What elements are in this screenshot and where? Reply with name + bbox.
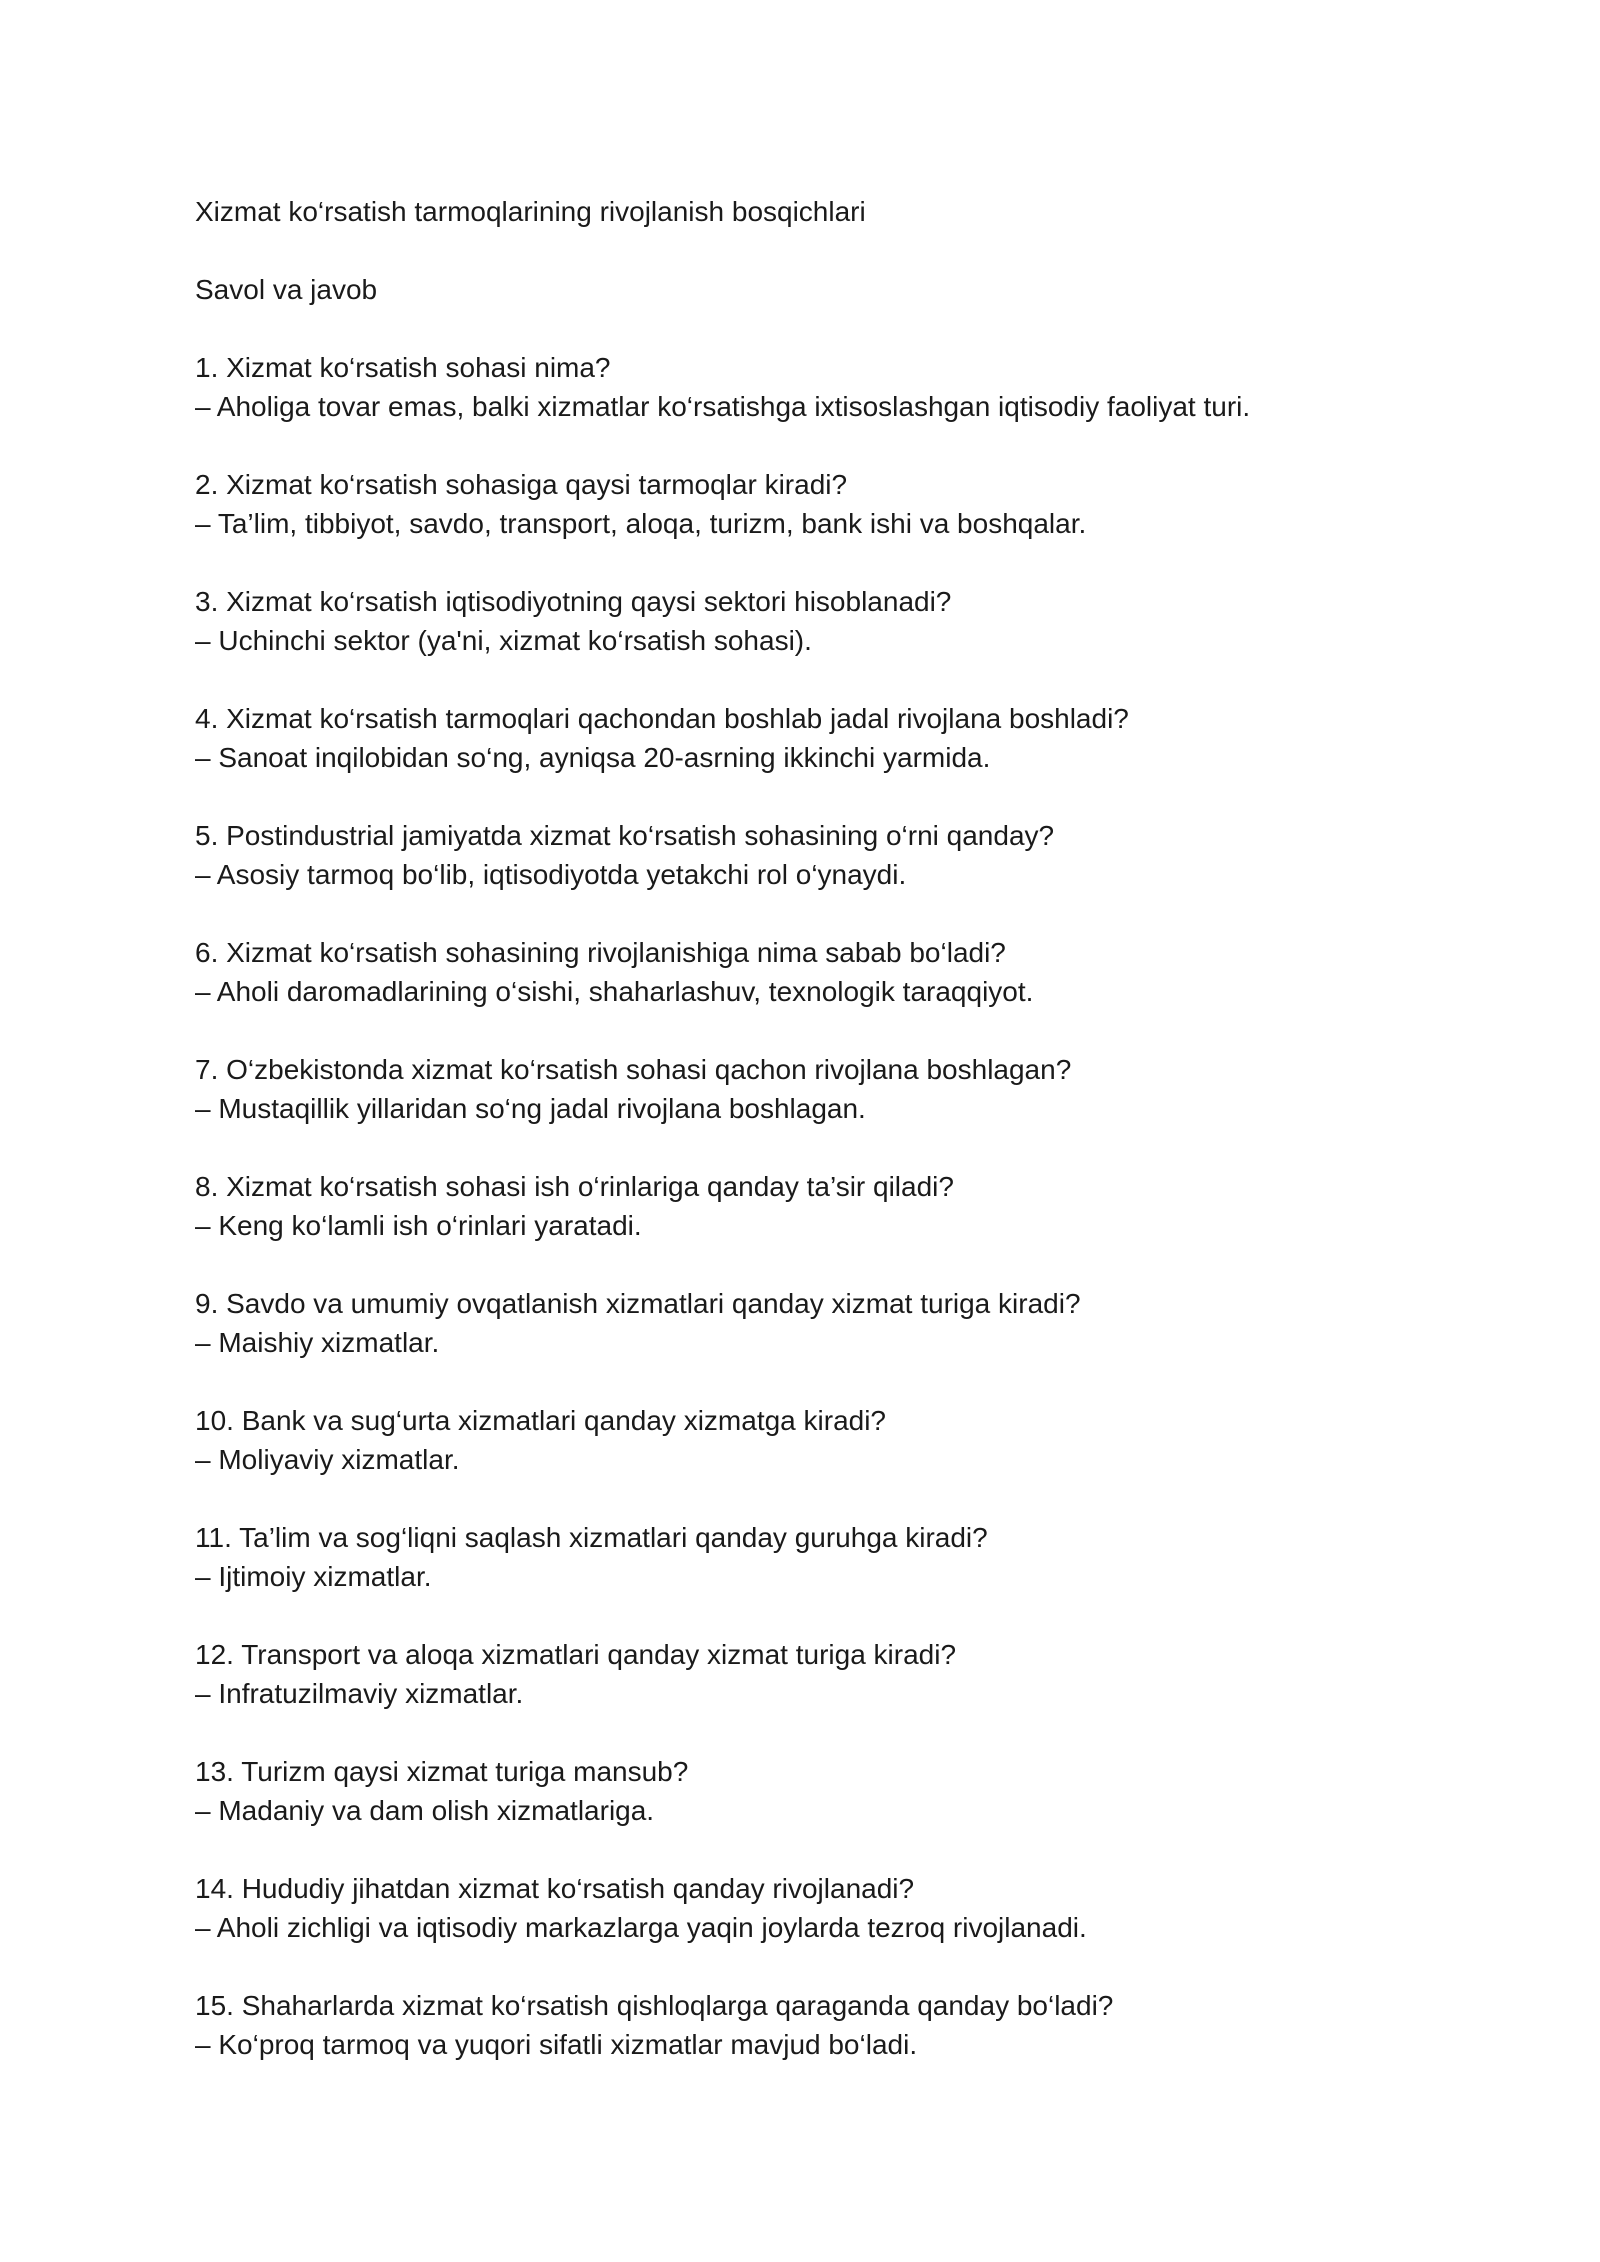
question-text: 12. Transport va aloqa xizmatlari qanday xizmat turiga kiradi? (195, 1639, 957, 1670)
qa-item (195, 1050, 1455, 1128)
qa-item (195, 1752, 1455, 1830)
question-text: 8. Xizmat ko‘rsatish sohasi ish o‘rinlariga qanday ta’sir qiladi? (195, 1171, 954, 1202)
question-text: 4. Xizmat ko‘rsatish tarmoqlari qachondan boshlab jadal rivojlana boshladi? (195, 703, 1129, 734)
answer-text: – Ijtimoiy xizmatlar. (195, 1561, 432, 1592)
question-text: 14. Hududiy jihatdan xizmat ko‘rsatish qanday rivojlanadi? (195, 1873, 915, 1904)
answer-text: – Ta’lim, tibbiyot, savdo, transport, aloqa, turizm, bank ishi va boshqalar. (195, 508, 1087, 539)
qa-item (195, 1401, 1455, 1479)
answer-text: – Uchinchi sektor (ya'ni, xizmat ko‘rsatish sohasi). (195, 625, 812, 656)
answer-text: – Maishiy xizmatlar. (195, 1327, 440, 1358)
question-text: 13. Turizm qaysi xizmat turiga mansub? (195, 1756, 689, 1787)
answer-text: – Mustaqillik yillaridan so‘ng jadal rivojlana boshlagan. (195, 1093, 866, 1124)
question-text: 3. Xizmat ko‘rsatish iqtisodiyotning qaysi sektori hisoblanadi? (195, 586, 952, 617)
answer-text: – Aholi zichligi va iqtisodiy markazlarga yaqin joylarda tezroq rivojlanadi. (195, 1912, 1087, 1943)
document-subtitle: Savol va javob (195, 274, 378, 305)
question-text: 2. Xizmat ko‘rsatish sohasiga qaysi tarmoqlar kiradi? (195, 469, 848, 500)
answer-text: – Moliyaviy xizmatlar. (195, 1444, 460, 1475)
answer-text: – Aholiga tovar emas, balki xizmatlar ko‘rsatishga ixtisoslashgan iqtisodiy faoliyat turi. (195, 391, 1251, 422)
answer-text: – Aholi daromadlarining o‘sishi, shaharlashuv, texnologik taraqqiyot. (195, 976, 1034, 1007)
question-text: 9. Savdo va umumiy ovqatlanish xizmatlari qanday xizmat turiga kiradi? (195, 1288, 1081, 1319)
qa-item (195, 1167, 1455, 1245)
answer-text: – Madaniy va dam olish xizmatlariga. (195, 1795, 655, 1826)
qa-item (195, 582, 1455, 660)
qa-item (195, 933, 1455, 1011)
qa-list (195, 348, 1455, 2064)
question-text: 11. Ta’lim va sog‘liqni saqlash xizmatlari qanday guruhga kiradi? (195, 1522, 988, 1553)
answer-text: – Ko‘proq tarmoq va yuqori sifatli xizmatlar mavjud bo‘ladi. (195, 2029, 918, 2060)
qa-item (195, 348, 1455, 426)
answer-text: – Asosiy tarmoq bo‘lib, iqtisodiyotda yetakchi rol o‘ynaydi. (195, 859, 907, 890)
question-text: 6. Xizmat ko‘rsatish sohasining rivojlanishiga nima sabab bo‘ladi? (195, 937, 1006, 968)
qa-item (195, 699, 1455, 777)
question-text: 10. Bank va sug‘urta xizmatlari qanday xizmatga kiradi? (195, 1405, 887, 1436)
qa-item (195, 1284, 1455, 1362)
document-body (195, 192, 1455, 2103)
qa-item (195, 816, 1455, 894)
document-title: Xizmat ko‘rsatish tarmoqlarining rivojlanish bosqichlari (195, 196, 866, 227)
answer-text: – Sanoat inqilobidan so‘ng, ayniqsa 20-asrning ikkinchi yarmida. (195, 742, 991, 773)
question-text: 15. Shaharlarda xizmat ko‘rsatish qishloqlarga qaraganda qanday bo‘ladi? (195, 1990, 1114, 2021)
qa-item (195, 1635, 1455, 1713)
qa-item (195, 1869, 1455, 1947)
qa-item (195, 1518, 1455, 1596)
answer-text: – Infratuzilmaviy xizmatlar. (195, 1678, 524, 1709)
question-text: 7. O‘zbekistonda xizmat ko‘rsatish sohasi qachon rivojlana boshlagan? (195, 1054, 1072, 1085)
answer-text: – Keng ko‘lamli ish o‘rinlari yaratadi. (195, 1210, 642, 1241)
question-text: 5. Postindustrial jamiyatda xizmat ko‘rsatish sohasining o‘rni qanday? (195, 820, 1055, 851)
qa-item (195, 465, 1455, 543)
qa-item (195, 1986, 1455, 2064)
question-text: 1. Xizmat ko‘rsatish sohasi nima? (195, 352, 611, 383)
